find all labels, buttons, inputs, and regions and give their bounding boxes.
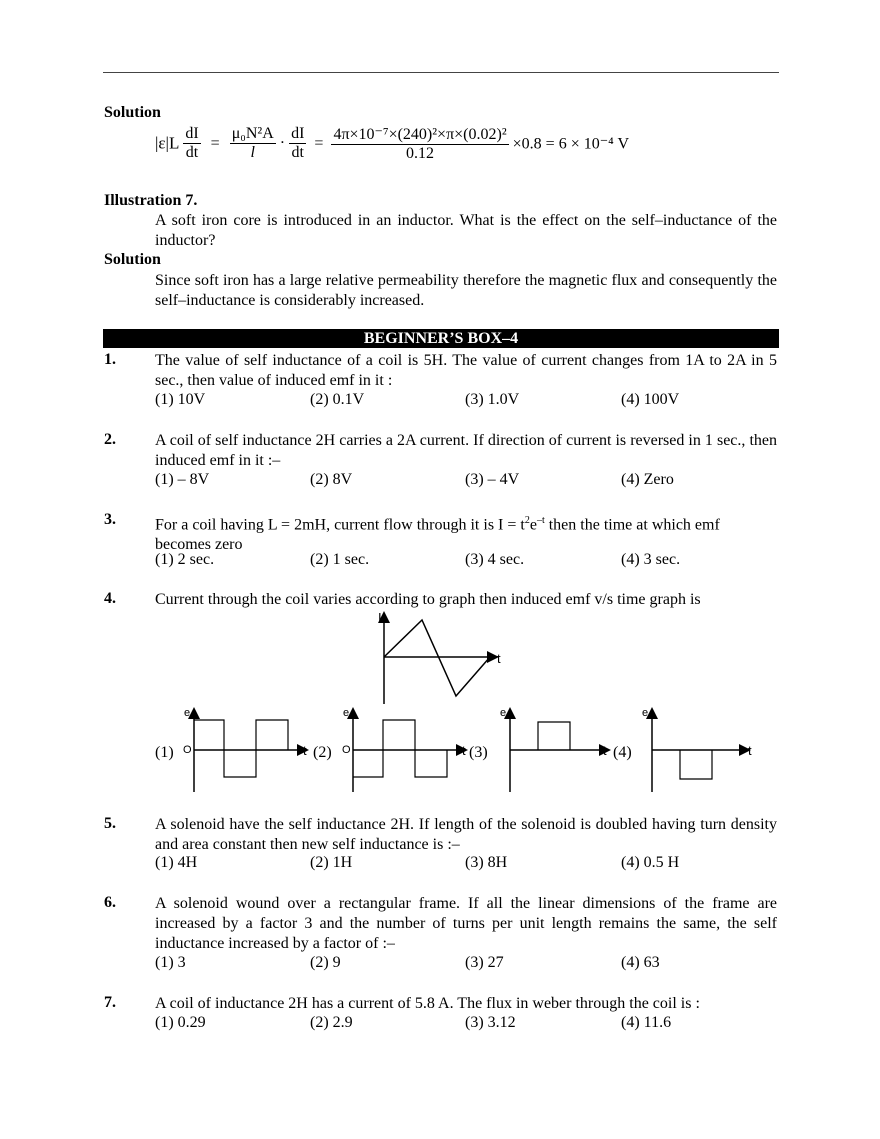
question-number: 5. — [104, 815, 116, 832]
option: (1) – 8V — [155, 471, 210, 488]
frac-num: dI — [185, 125, 199, 142]
option: (1) 0.29 — [155, 1014, 206, 1031]
current-time-graph — [370, 608, 510, 708]
origin-label: O — [342, 744, 351, 756]
option: (4) 100V — [621, 391, 680, 408]
option: (1) 3 — [155, 954, 186, 971]
option: (2) 8V — [310, 471, 353, 488]
question-text — [155, 511, 777, 555]
option-label: (4) — [613, 744, 632, 761]
solution-heading: Solution — [104, 104, 161, 121]
illustration-question: A soft iron core is introduced in an inductor. What is the effect on the self–inductance of the inductor? — [155, 212, 777, 249]
e-axis-label: e — [500, 707, 507, 719]
t-axis-label: t — [462, 743, 466, 758]
question-options — [155, 854, 777, 874]
option: (1) 2 sec. — [155, 551, 215, 568]
superscript: –t — [536, 515, 545, 526]
option: (4) 63 — [621, 954, 660, 971]
option: (3) 27 — [465, 954, 504, 971]
option: (2) 1 sec. — [310, 551, 370, 568]
illustration-solution-heading: Solution — [104, 251, 161, 268]
emf-graph-option-2 — [337, 704, 472, 794]
option: (2) 0.1V — [310, 391, 365, 408]
question-options — [155, 551, 777, 571]
option: (3) 8H — [465, 854, 508, 871]
option: (3) – 4V — [465, 471, 520, 488]
dot-operator: · — [279, 134, 286, 152]
fraction-big — [331, 124, 508, 163]
e-axis-label: e — [343, 707, 350, 719]
beginners-box-title: BEGINNER’S BOX–4 — [103, 329, 779, 348]
question-text: The value of self inductance of a coil is 5H. The value of current changes from 1A to 2A in 5 sec., then value of induced emf in it : — [155, 352, 777, 389]
option-label: (3) — [469, 744, 488, 761]
emf-graph-option-1 — [178, 704, 313, 794]
illustration-solution-text: Since soft iron has a large relative permeability therefore the magnetic flux and consequently the self–inductance is considerably increased. — [155, 272, 777, 309]
option: (4) Zero — [621, 471, 674, 488]
question-number: 3. — [104, 511, 116, 528]
frac-num: 4π×10⁻⁷×(240)²×π×(0.02)² — [333, 126, 507, 143]
equals-sign: = — [314, 134, 324, 152]
question-text: Current through the coil varies according to graph then induced emf v/s time graph is — [155, 591, 701, 608]
emf-graph-option-4 — [636, 704, 756, 794]
question-number: 2. — [104, 431, 116, 448]
option: (1) 10V — [155, 391, 206, 408]
frac-den: dt — [185, 144, 199, 161]
t-axis-label: t — [603, 743, 607, 758]
equation-tail: ×0.8 = 6 × 10⁻⁴ V — [512, 135, 629, 153]
equals-sign: = — [210, 134, 220, 152]
illustration-heading: Illustration 7. — [104, 192, 198, 209]
frac-num: dI — [291, 125, 305, 142]
i-axis-label: I — [378, 610, 382, 625]
emf-waveform — [194, 720, 288, 777]
frac-den: dt — [291, 144, 304, 161]
option: (2) 1H — [310, 854, 353, 871]
option: (4) 0.5 H — [621, 854, 680, 871]
t-axis-label: t — [748, 743, 752, 758]
question-text: A coil of inductance 2H has a current of 5.8 A. The flux in weber through the coil is : — [155, 995, 700, 1012]
lhs-bars: |ε|L — [155, 133, 180, 153]
t-axis-label: t — [303, 743, 307, 758]
frac-num: μ₀N²A — [231, 125, 274, 142]
question-number: 1. — [104, 351, 116, 368]
question-number: 6. — [104, 894, 116, 911]
origin-label: O — [183, 744, 192, 756]
e-axis-label: e — [184, 707, 191, 719]
solution-equation — [155, 124, 629, 174]
question-options — [155, 954, 777, 974]
question-options — [155, 471, 777, 491]
option: (1) 4H — [155, 854, 198, 871]
fraction-dI-dt — [183, 125, 200, 162]
option: (4) 3 sec. — [621, 551, 681, 568]
frac-den: l — [250, 144, 255, 161]
option: (4) 11.6 — [621, 1014, 672, 1031]
question-text: A solenoid wound over a rectangular frame. If all the linear dimensions of the frame are increased by a factor 3 and the number of turns per unit length remains the same, the self inductance increased by a factor of :– — [155, 895, 777, 952]
option: (2) 2.9 — [310, 1014, 353, 1031]
option: (3) 1.0V — [465, 391, 520, 408]
frac-den: 0.12 — [406, 145, 435, 162]
option: (2) 9 — [310, 954, 341, 971]
question-text: A solenoid have the self inductance 2H. If length of the solenoid is doubled having turn density and area constant then new self inductance is :– — [155, 816, 777, 853]
header-rule — [103, 72, 779, 73]
fraction-dI-dt-2 — [289, 125, 306, 162]
question-number: 7. — [104, 994, 116, 1011]
question-text-part: For a coil having L = 2mH, current flow through it is I = t — [155, 516, 525, 534]
question-text-part: then the time at which emf becomes zero — [155, 516, 720, 554]
emf-waveform — [353, 720, 447, 777]
question-number: 4. — [104, 590, 116, 607]
option-label: (2) — [313, 744, 332, 761]
option: (3) 3.12 — [465, 1014, 516, 1031]
question-options — [155, 391, 777, 411]
option-label: (1) — [155, 744, 174, 761]
superscript: 2 — [524, 515, 530, 526]
emf-pulse — [680, 750, 712, 779]
question-text: A coil of self inductance 2H carries a 2A current. If direction of current is reversed in 1 sec., then induced emf in it :– — [155, 432, 777, 469]
emf-graph-option-3 — [494, 704, 614, 794]
question-options — [155, 1014, 777, 1034]
fraction-mu — [230, 125, 276, 162]
t-axis-label: t — [497, 651, 501, 666]
e-axis-label: e — [642, 707, 649, 719]
current-waveform — [384, 620, 490, 696]
question-text-part: e — [529, 516, 537, 534]
emf-pulse — [538, 722, 570, 750]
option: (3) 4 sec. — [465, 551, 525, 568]
